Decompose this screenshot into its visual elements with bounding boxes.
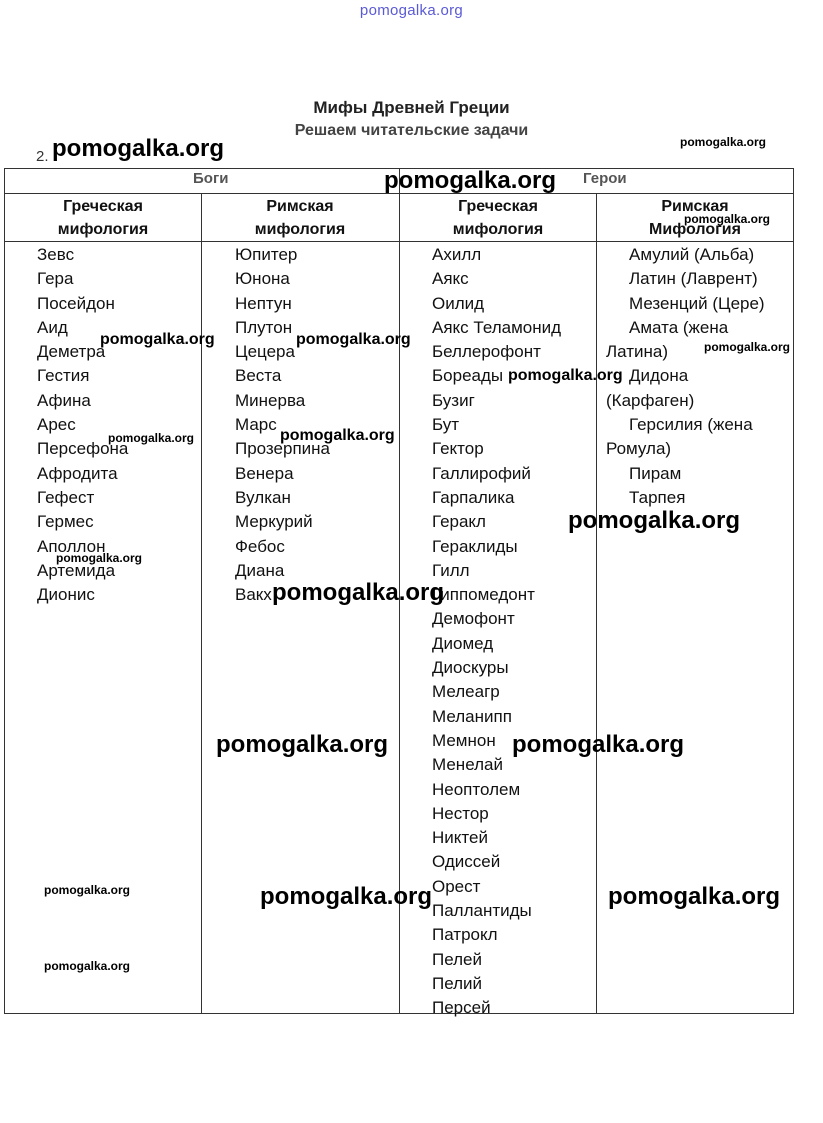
greek-hero-name: Неоптолем xyxy=(432,779,521,799)
watermark: pomogalka.org xyxy=(508,367,623,384)
roman-god-name: Марс xyxy=(235,415,277,435)
column-header-line: мифология xyxy=(452,221,544,238)
greek-hero-name: Галлирофий xyxy=(432,463,531,483)
greek-hero-name: Бут xyxy=(432,415,460,435)
greek-hero-name: Орест xyxy=(432,876,481,896)
column-header-line: мифология xyxy=(57,221,149,238)
greek-hero-name: Гиппомедонт xyxy=(432,585,535,605)
greek-hero-name: Оилид xyxy=(432,293,485,313)
column-header-line: Римская xyxy=(266,198,334,215)
roman-hero-name: Амата (жена xyxy=(629,317,729,337)
column-header-greek-heroes xyxy=(400,195,596,241)
roman-heroes-list xyxy=(606,243,785,510)
roman-hero-name: Пирам xyxy=(629,463,682,483)
watermark: pomogalka.org xyxy=(512,731,685,758)
group-header-heroes: Герои xyxy=(583,170,627,187)
roman-god-name: Фебос xyxy=(235,536,285,556)
page-title: Мифы Древней Греции xyxy=(313,98,510,117)
greek-hero-name: Гераклиды xyxy=(432,536,518,556)
roman-gods-list xyxy=(235,243,395,607)
table-column-divider xyxy=(596,193,597,1014)
watermark: pomogalka.org xyxy=(52,135,225,162)
watermark: pomogalka.org xyxy=(100,331,215,348)
greek-god-name: Афина xyxy=(37,390,91,410)
greek-heroes-list xyxy=(432,243,592,1021)
watermark: pomogalka.org xyxy=(704,340,791,354)
greek-hero-name: Бузиг xyxy=(432,390,475,410)
watermark: pomogalka.org xyxy=(684,212,771,226)
roman-god-name: Веста xyxy=(235,366,282,386)
greek-god-name: Аполлон xyxy=(37,536,106,556)
greek-hero-name: Мелеагр xyxy=(432,682,500,702)
roman-hero-name: Мезенций (Цере) xyxy=(629,293,765,313)
roman-hero-name: Тарпея xyxy=(629,487,686,507)
greek-hero-name: Ахилл xyxy=(432,245,482,264)
greek-god-name: Гестия xyxy=(37,366,90,386)
roman-hero-name: Латин (Лаврент) xyxy=(629,269,758,289)
greek-god-name: Персефона xyxy=(37,439,129,459)
column-header-line: мифология xyxy=(254,221,346,238)
watermark: pomogalka.org xyxy=(296,331,411,348)
watermark: pomogalka.org xyxy=(280,427,395,444)
greek-god-name: Гефест xyxy=(37,487,95,507)
roman-god-name: Вакх xyxy=(235,585,272,605)
greek-hero-name: Аякс xyxy=(432,269,469,289)
greek-hero-name: Демофонт xyxy=(432,609,515,629)
greek-god-name: Артемида xyxy=(37,560,116,580)
table-column-divider xyxy=(201,193,202,1014)
column-header-line: Римская xyxy=(661,198,729,215)
greek-hero-name: Менелай xyxy=(432,755,503,775)
greek-god-name: Гера xyxy=(37,269,74,289)
watermark: pomogalka.org xyxy=(608,883,781,910)
greek-hero-name: Меланипп xyxy=(432,706,512,726)
greek-hero-name: Аякс Теламонид xyxy=(432,317,562,337)
column-header-roman-gods xyxy=(202,195,398,241)
watermark: pomogalka.org xyxy=(680,135,767,149)
greek-hero-name: Паллантиды xyxy=(432,901,532,921)
watermark: pomogalka.org xyxy=(272,579,445,606)
column-header-line: Мифология xyxy=(649,221,741,238)
roman-hero-name: Латина) xyxy=(606,342,669,362)
greek-hero-name: Одиссей xyxy=(432,852,501,872)
greek-god-name: Аид xyxy=(37,317,68,337)
greek-hero-name: Бореады xyxy=(432,366,504,386)
roman-god-name: Нептун xyxy=(235,293,292,313)
watermark: pomogalka.org xyxy=(44,883,131,897)
greek-god-name: Посейдон xyxy=(37,293,115,313)
greek-god-name: Зевс xyxy=(37,245,75,264)
roman-god-name: Цецера xyxy=(235,342,295,362)
roman-hero-name: (Карфаген) xyxy=(606,390,695,410)
group-header-gods: Боги xyxy=(193,170,229,187)
roman-hero-name: Амулий (Альба) xyxy=(629,245,755,264)
roman-god-name: Минерва xyxy=(235,390,306,410)
greek-god-name: Дионис xyxy=(37,585,95,605)
roman-god-name: Венера xyxy=(235,463,294,483)
greek-hero-name: Пелий xyxy=(432,973,483,993)
page-subtitle: Решаем читательские задачи xyxy=(294,122,529,139)
greek-hero-name: Патрокл xyxy=(432,925,498,945)
roman-god-name: Плутон xyxy=(235,317,293,337)
column-header-greek-gods xyxy=(5,195,201,241)
roman-hero-name: Герсилия (жена xyxy=(629,415,753,435)
watermark: pomogalka.org xyxy=(216,731,389,758)
greek-god-name: Афродита xyxy=(37,463,118,483)
greek-god-name: Гермес xyxy=(37,512,94,532)
greek-hero-name: Гектор xyxy=(432,439,484,459)
watermark: pomogalka.org xyxy=(44,959,131,973)
greek-god-name: Арес xyxy=(37,415,76,435)
roman-god-name: Прозерпина xyxy=(235,439,330,459)
greek-hero-name: Гилл xyxy=(432,560,470,580)
greek-hero-name: Пелей xyxy=(432,949,482,969)
greek-god-name: Деметра xyxy=(37,342,106,362)
greek-hero-name: Мемнон xyxy=(432,730,496,750)
greek-hero-name: Диоскуры xyxy=(432,658,509,678)
task-number: 2. xyxy=(36,148,49,165)
site-header-link[interactable]: pomogalka.org xyxy=(359,2,464,19)
greek-hero-name: Никтей xyxy=(432,828,488,848)
watermark: pomogalka.org xyxy=(56,551,143,565)
roman-god-name: Меркурий xyxy=(235,512,313,532)
greek-hero-name: Беллерофонт xyxy=(432,342,541,362)
watermark: pomogalka.org xyxy=(260,883,433,910)
greek-hero-name: Персей xyxy=(432,998,491,1018)
roman-god-name: Вулкан xyxy=(235,487,291,507)
column-header-line: Греческая xyxy=(458,198,538,215)
watermark: pomogalka.org xyxy=(108,431,195,445)
greek-hero-name: Диомед xyxy=(432,633,494,653)
roman-god-name: Диана xyxy=(235,560,285,580)
roman-hero-name: Дидона xyxy=(629,366,689,386)
column-header-line: Греческая xyxy=(63,198,143,215)
greek-hero-name: Геракл xyxy=(432,512,486,532)
watermark: pomogalka.org xyxy=(384,167,557,194)
greek-hero-name: Нестор xyxy=(432,803,489,823)
watermark: pomogalka.org xyxy=(568,507,741,534)
roman-god-name: Юпитер xyxy=(235,245,298,264)
roman-hero-name: Ромула) xyxy=(606,439,672,459)
greek-hero-name: Гарпалика xyxy=(432,487,515,507)
roman-god-name: Юнона xyxy=(235,269,290,289)
